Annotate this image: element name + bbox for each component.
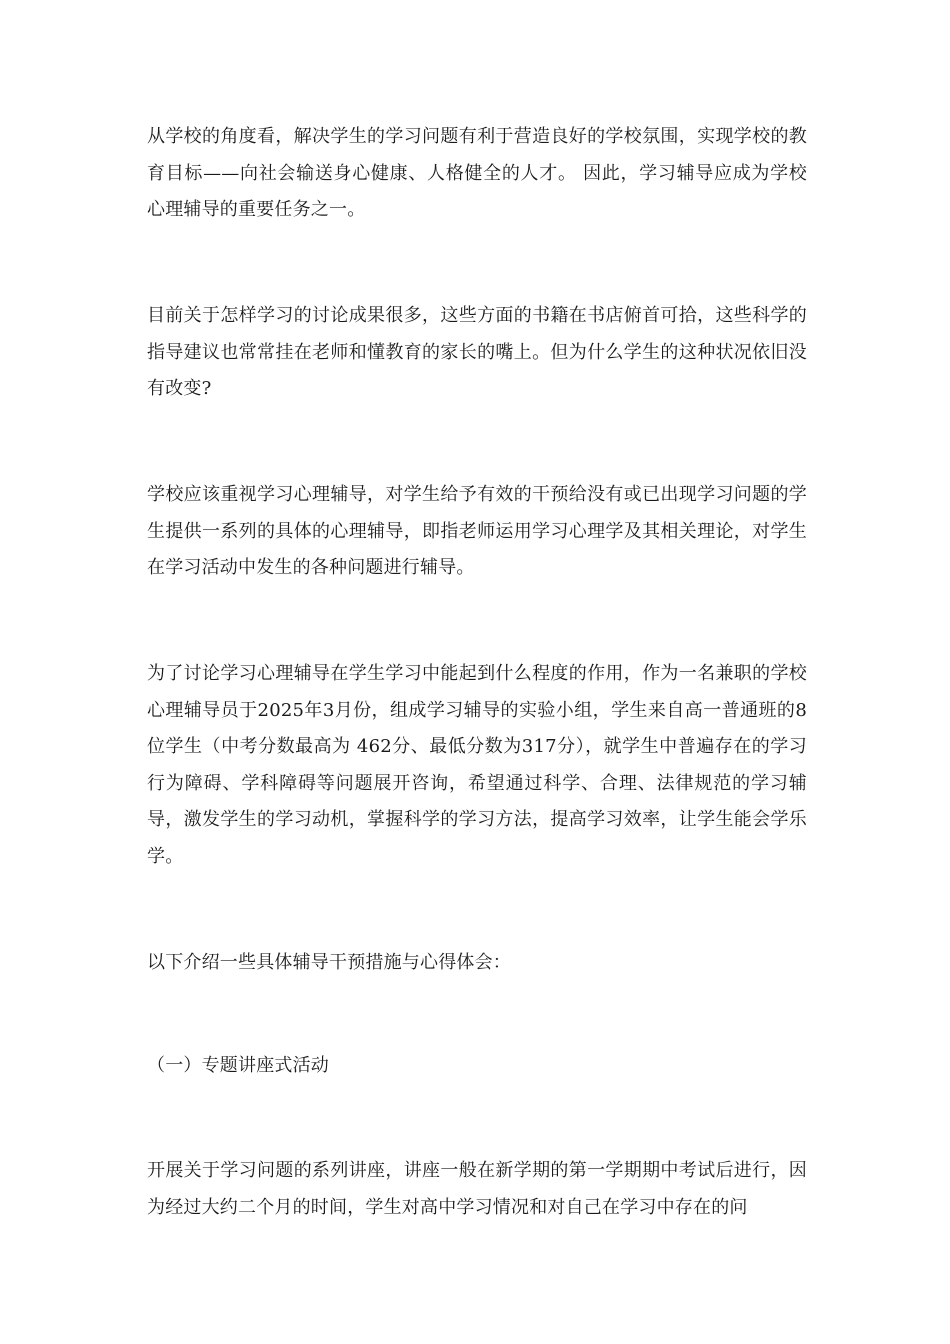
paragraph-school-should-value: 学校应该重视学习心理辅导，对学生给予有效的干预给没有或已出现学习问题的学生提供一系列的具体的心理辅导，即指老师运用学习心理学及其相关理论，对学生在学习活动中发生的各种问题进行辅导。 — [147, 484, 807, 578]
section-heading-lecture-activity: （一）专题讲座式活动 — [147, 1055, 329, 1076]
paragraph-experiment-group: 为了讨论学习心理辅导在学生学习中能起到什么程度的作用，作为一名兼职的学校心理辅导员于2025年3月份，组成学习辅导的实验小组，学生来自高一普通班的8位学生（中考分数最高为 462分、最低分数为317分），就学生中普遍存在的学习行为障碍、学科障碍等问题展开咨询，希望通过科学、合理、法律规范的学习辅导，激发学生的学习动机，掌握科学的学习方法，提高学习效率，让学生能会学乐学。 — [147, 663, 807, 867]
paragraph-current-discussion: 目前关于怎样学习的讨论成果很多，这些方面的书籍在书店俯首可拾，这些科学的指导建议也常常挂在老师和懂教育的家长的嘴上。但为什么学生的这种状况依旧没有改变? — [147, 305, 807, 399]
paragraph-lecture-series: 开展关于学习问题的系列讲座，讲座一般在新学期的第一学期期中考试后进行，因为经过大约二个月的时间，学生对高中学习情况和对自己在学习中存在的问 — [147, 1160, 807, 1218]
paragraph-school-perspective: 从学校的角度看，解决学生的学习问题有利于营造良好的学校氛围，实现学校的教育目标——向社会输送身心健康、人格健全的人才。 因此，学习辅导应成为学校心理辅导的重要任务之一。 — [147, 126, 807, 220]
paragraph-intro-measures: 以下介绍一些具体辅导干预措施与心得体会： — [147, 952, 511, 973]
